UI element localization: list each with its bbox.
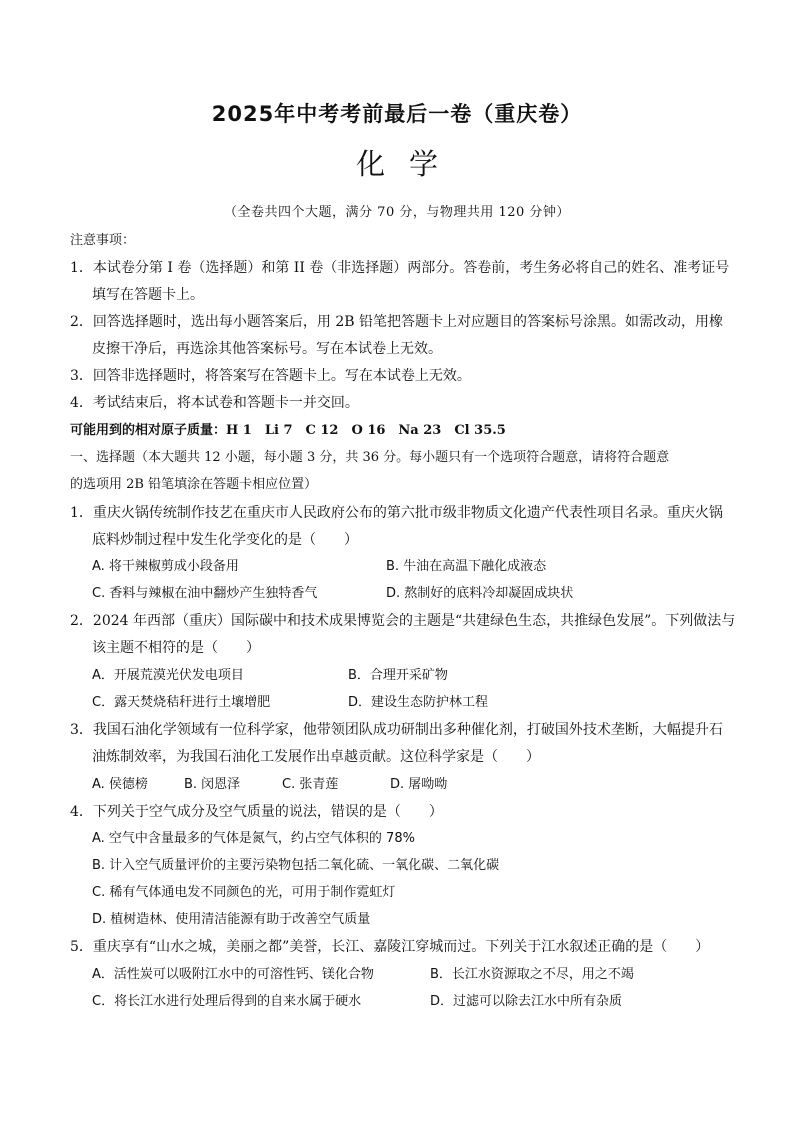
notice-item-4: 4．考试结束后，将本试卷和答题卡一并交回。 [70,395,359,411]
notice-item-2-line-2: 皮擦干净后，再选涂其他答案标号。写在本试卷上无效。 [92,341,442,357]
option-d: D. 植树造林、使用清洁能源有助于改善空气质量 [92,912,371,927]
option-a: A. 将干辣椒剪成小段备用 [92,559,239,574]
option-d: D. 屠呦呦 [390,777,448,792]
option-a: A．活性炭可以吸附江水中的可溶性钙、镁化合物 [92,967,374,982]
option-b: B. 牛油在高温下融化成液态 [386,559,547,574]
question-stem: 3．我国石油化学领域有一位科学家，他带领团队成功研制出多种催化剂，打破国外技术垄断，大幅提升石 [70,722,723,738]
subject-title: 化学 [355,147,462,181]
exam-title: 2025年中考考前最后一卷（重庆卷） [211,102,583,126]
question-stem: 油炼制效率，为我国石油化工发展作出卓越贡献。这位科学家是（ ） [92,749,540,765]
exam-info: （全卷共四个大题，满分 70 分，与物理共用 120 分钟） [224,205,570,220]
option-a: A. 空气中含量最多的气体是氮气，约占空气体积的 78% [92,831,415,846]
notice-item-3: 3．回答非选择题时，将答案写在答题卡上。写在本试卷上无效。 [70,368,471,384]
option-c: C. 稀有气体通电发不同颜色的光，可用于制作霓虹灯 [92,885,396,900]
option-d: D．建设生态防护林工程 [348,695,489,710]
option-a: A．开展荒漠光伏发电项目 [92,668,244,683]
section-heading-line-2: 的选项用 2B 铅笔填涂在答题卡相应位置） [70,477,318,492]
atomic-masses: 可能用到的相对原子质量：H 1 Li 7 C 12 O 16 Na 23 Cl 35.5 [70,423,506,438]
option-c: C．将长江水进行处理后得到的自来水属于硬水 [92,994,362,1009]
option-d: D．过滤可以除去江水中所有杂质 [430,994,623,1009]
option-d: D. 熬制好的底料冷却凝固成块状 [386,586,574,601]
question-stem: 5．重庆享有“山水之城，美丽之都”美誉，长江、嘉陵江穿城而过。下列关于江水叙述正确的是（ ） [70,939,710,955]
option-a: A. 侯德榜 [92,777,148,792]
option-b: B．合理开采矿物 [348,668,448,683]
option-c: C．露天焚烧秸秆进行土壤增肥 [92,695,271,710]
notice-item-2-line-1: 2．回答选择题时，选出每小题答案后，用 2B 铅笔把答题卡上对应题目的答案标号涂黑。如需改动，用橡 [70,314,724,330]
option-b: B. 计入空气质量评价的主要污染物包括二氧化硫、一氧化碳、二氧化碳 [92,858,500,873]
question-stem: 1．重庆火锅传统制作技艺在重庆市人民政府公布的第六批市级非物质文化遗产代表性项目名录。重庆火锅 [70,505,723,521]
question-stem: 4．下列关于空气成分及空气质量的说法，错误的是（ ） [70,804,443,820]
option-b: B. 闵恩泽 [184,777,241,792]
option-c: C. 张青莲 [282,777,339,792]
notice-item-1-line-2: 填写在答题卡上。 [92,287,204,303]
question-stem: 该主题不相符的是（ ） [92,640,260,656]
question-stem: 底料炒制过程中发生化学变化的是（ ） [92,532,358,548]
notice-item-1-line-1: 1．本试卷分第 I 卷（选择题）和第 II 卷（非选择题）两部分。答卷前，考生务必将自己的姓名、准考证号 [70,260,730,276]
option-b: B．长江水资源取之不尽，用之不竭 [430,967,634,982]
notice-heading: 注意事项： [70,233,136,248]
option-c: C. 香料与辣椒在油中翻炒产生独特香气 [92,586,318,601]
question-stem: 2．2024 年西部（重庆）国际碳中和技术成果博览会的主题是“共建绿色生态，共推绿色发展”。下列做法与 [70,613,736,629]
section-heading-line-1: 一、选择题（本大题共 12 小题，每小题 3 分，共 36 分。每小题只有一个选项符合题意，请将符合题意 [70,450,670,465]
